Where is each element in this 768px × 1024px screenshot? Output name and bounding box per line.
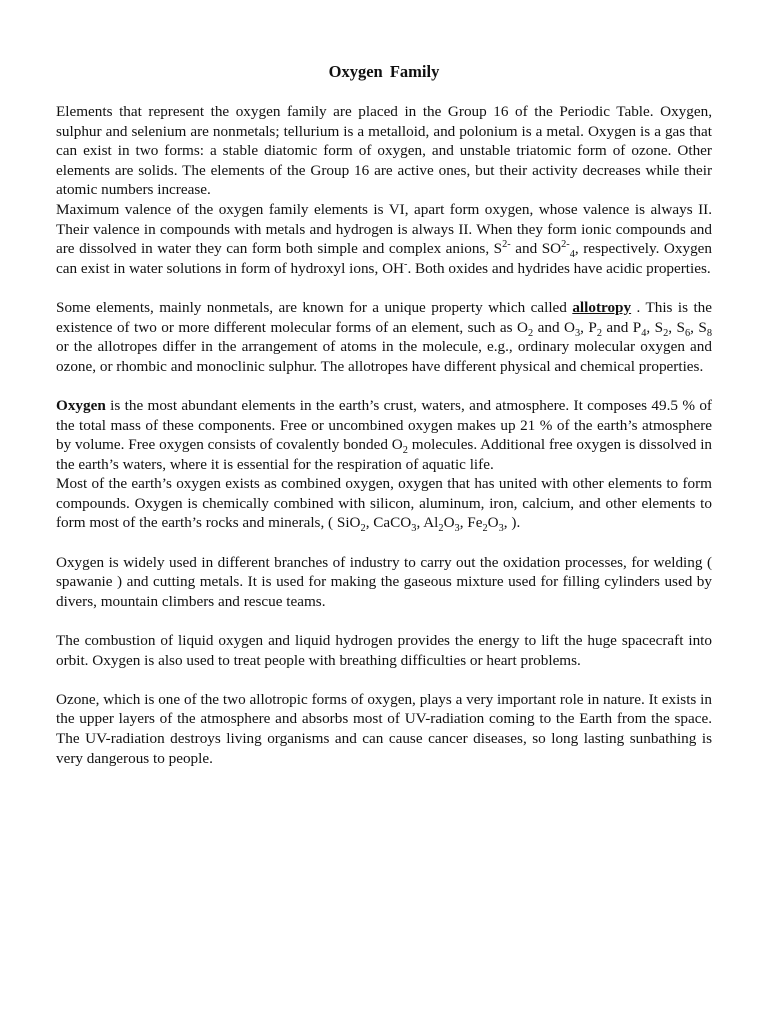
oxygen-term: Oxygen (56, 396, 106, 414)
paragraph-oxygen-abundance: Oxygen is the most abundant elements in the earth’s crust, waters, and atmosphere. It composes 49.5 % of the total mass of these components. Free or uncombined oxygen makes up 21 % of the earth’s atmosphere by volume. Free oxygen consists of covalently bonded $O_2$ molecules. Additional free oxygen is dissolved in the earth’s waters, where it is essential for the respiration of aquatic life. (56, 396, 713, 473)
paragraph-valence: Maximum valence of the oxygen family elements is VI, apart form oxygen, whose valence is always II. Their valence in compounds with metals and hydrogen is always II. When they form ionic compounds and are dissolved in water they can form both simple and complex anions, $S^{2-}$ and $SO^{2-}_4$, respectively. Oxygen can exist in water solutions in form of hydroxyl ions, OH-. Both oxides and hydrides have acidic properties. (56, 200, 712, 277)
paragraph-combined-oxygen: Most of the earth’s oxygen exists as combined oxygen, oxygen that has united with other elements to form compounds. Oxygen is chemically combined with silicon, aluminum, iron, calcium, and other elements to form most of the earth’s rocks and minerals, ( SiO$_2$, CaCO$_3$, $Al_2O_3$, $Fe_2O_3$, ). (56, 475, 712, 535)
paragraph-ozone: Ozone, which is one of the two allotropic forms of oxygen, plays a very important role in nature. It exists in the upper layers of the atmosphere and absorbs most of UV-radiation coming to the Earth from the space. The UV-radiation destroys living organisms and can cause cancer diseases, so long lasting sunbathing is very dangerous to people. (56, 690, 712, 767)
document-page (56, 60, 712, 768)
allotropy-term: allotropy (572, 298, 632, 316)
paragraph-combustion: The combustion of liquid oxygen and liquid hydrogen provides the energy to lift the huge spacecraft into orbit. Oxygen is also used to treat people with breathing difficulties or heart problems. (56, 632, 712, 669)
page-title: Oxygen Family (328, 62, 440, 81)
paragraph-allotropy: Some elements, mainly nonmetals, are known for a unique property which called allotropy . This is the existence of two or more different molecular forms of an element, such as $O_2$ and $O_3$, $P_2$ and $P_4$, $S_2$, $S_6$, $S_8$ or the allotropes differ in the arrangement of atoms in the molecule, e.g., ordinary molecular oxygen and ozone, or rhombic and monoclinic sulphur. The allotropes have different physical and chemical properties. (56, 298, 712, 375)
paragraph-intro: Elements that represent the oxygen family are placed in the Group 16 of the Periodic Table. Oxygen, sulphur and selenium are nonmetals; tellurium is a metalloid, and polonium is a metal. Oxygen is a gas that can exist in two forms: a stable diatomic form of oxygen, and unstable triatomic form of ozone. Other elements are solids. The elements of the Group 16 are active ones, but their activity decreases while their atomic numbers increase. (56, 103, 712, 199)
paragraph-industry-uses: Oxygen is widely used in different branches of industry to carry out the oxidation processes, for welding ( spawanie ) and cutting metals. It is used for making the gaseous mixture used for filling cylinders used by divers, mountain climbers and rescue teams. (56, 553, 712, 610)
